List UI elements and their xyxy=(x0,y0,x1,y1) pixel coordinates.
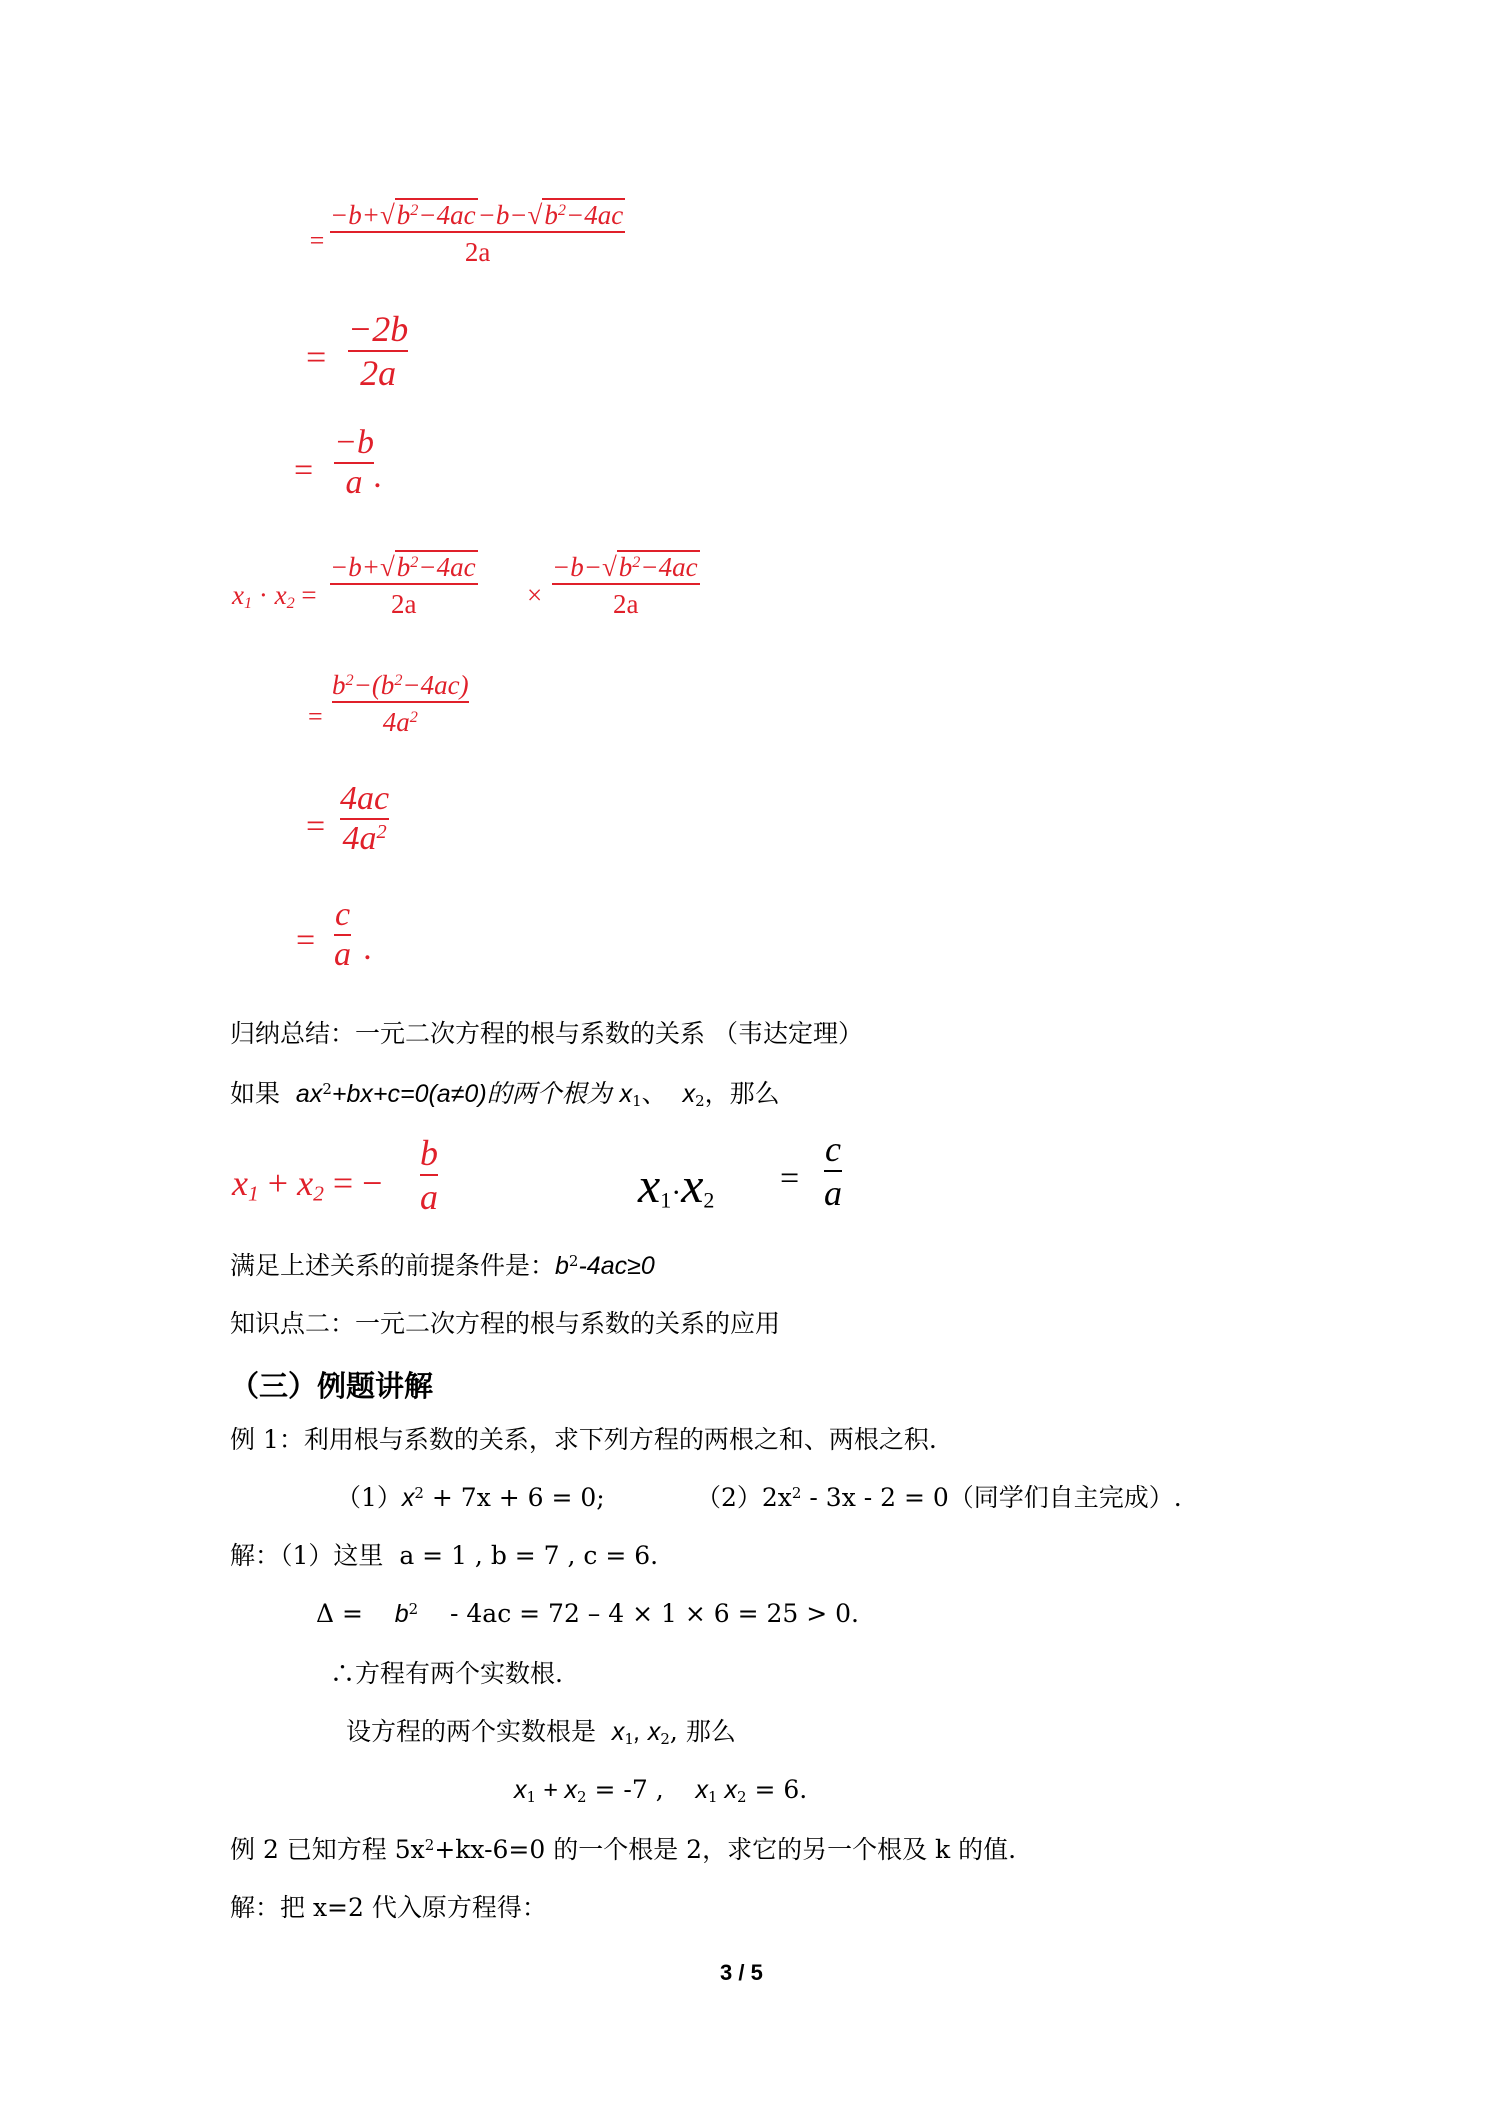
sum-lhs xyxy=(232,1162,382,1204)
subscript: 1 xyxy=(526,1787,537,1806)
text: ，那么 xyxy=(704,1079,780,1108)
exponent: 2 xyxy=(376,820,387,843)
text: + 7x + 6 = 0; xyxy=(423,1483,605,1512)
term: · xyxy=(671,1176,682,1209)
fraction-bar xyxy=(332,701,469,703)
term: x xyxy=(514,1776,527,1804)
page-number: 3 / 5 xyxy=(720,1960,763,1985)
numerator: −2b xyxy=(348,309,409,349)
fraction-bar xyxy=(330,583,478,585)
fraction-bar xyxy=(552,583,700,585)
term: x xyxy=(297,1163,314,1203)
denominator xyxy=(342,820,386,858)
vieta-result-line xyxy=(514,1774,807,1806)
subscript: 2 xyxy=(286,594,295,613)
term: b xyxy=(618,552,633,582)
term: −4ac xyxy=(418,200,476,230)
fraction xyxy=(330,552,478,620)
numerator: 4ac xyxy=(340,780,390,817)
subscript: 1 xyxy=(624,1729,634,1748)
equals-sign: = xyxy=(294,452,314,489)
subscript: 2 xyxy=(577,1787,587,1806)
example-1-part-1 xyxy=(336,1482,605,1514)
subscript: 1 xyxy=(247,1181,259,1206)
numerator: −b xyxy=(334,424,374,461)
times-sign: × xyxy=(527,580,543,610)
term: −b+ xyxy=(330,200,380,230)
text: 满足上述关系的前提条件是： xyxy=(230,1251,556,1280)
radicand xyxy=(617,550,700,582)
equals-sign: = xyxy=(780,1160,800,1197)
term: -4ac≥0 xyxy=(578,1252,655,1280)
exponent: 2 xyxy=(322,1079,332,1098)
equals-sign: = xyxy=(308,702,323,731)
text: 例 2 已知方程 5x xyxy=(230,1835,425,1864)
example-2-solution: 解：把 x=2 代入原方程得： xyxy=(230,1893,547,1922)
term: −b− xyxy=(477,200,528,230)
text: - 4ac = 72 – 4 × 1 × 6 = 25 > 0. xyxy=(450,1599,859,1628)
example-1-part-2 xyxy=(696,1482,1182,1514)
denominator: 2a xyxy=(613,589,639,619)
subscript: 1 xyxy=(707,1787,718,1806)
sqrt-icon: √ xyxy=(601,552,617,582)
fraction xyxy=(334,896,351,974)
term: + xyxy=(267,1163,289,1203)
equals-sign: = xyxy=(306,337,327,377)
subscript: 1 xyxy=(243,594,253,613)
example-1-title: 例 1：利用根与系数的关系，求下列方程的两根之和、两根之积. xyxy=(230,1425,937,1454)
denominator: 2a xyxy=(360,353,397,393)
discriminant-line xyxy=(316,1598,859,1630)
product-lhs xyxy=(638,1156,714,1214)
fraction xyxy=(330,200,625,268)
sqrt-icon: √ xyxy=(379,552,395,582)
exponent: 2 xyxy=(632,553,641,572)
example-1-solution xyxy=(230,1540,658,1572)
product-lhs: $x_1 \cdot x_2$ = xyxy=(232,580,317,613)
exponent: 2 xyxy=(791,1483,802,1502)
equals-sign: = xyxy=(306,808,326,845)
term: 4a xyxy=(382,707,410,737)
term: x xyxy=(682,1080,696,1108)
term: + x xyxy=(536,1776,578,1804)
denominator: a xyxy=(824,1173,842,1213)
fraction xyxy=(334,424,374,502)
numerator: b xyxy=(420,1133,438,1173)
denominator: a xyxy=(345,464,363,501)
text: 解：（1）这里 xyxy=(230,1541,384,1570)
term: x xyxy=(611,1718,625,1746)
term: 4a xyxy=(342,820,377,857)
text: Δ = xyxy=(316,1599,363,1628)
subscript: 1 xyxy=(660,1187,672,1213)
term: x xyxy=(274,580,287,610)
exponent: 2 xyxy=(410,553,419,572)
sqrt-icon: √ xyxy=(379,200,395,230)
fraction xyxy=(552,552,700,620)
text: , 那么 xyxy=(669,1717,736,1746)
term: x xyxy=(401,1484,415,1512)
text: a = 1 , b = 7 , c = 6. xyxy=(399,1541,659,1570)
period: . xyxy=(374,458,383,495)
exponent: 2 xyxy=(410,201,419,220)
exponent: 2 xyxy=(568,1251,579,1270)
summary-title: 归纳总结：一元二次方程的根与系数的关系 （韦达定理） xyxy=(230,1019,863,1048)
denominator xyxy=(383,707,418,738)
term: x xyxy=(232,1163,248,1203)
text: = -7 , xyxy=(586,1775,664,1804)
radicand xyxy=(395,198,478,230)
term: x xyxy=(717,1776,737,1804)
term: −4ac xyxy=(418,552,476,582)
vieta-condition-line xyxy=(230,1078,780,1110)
text: （1） xyxy=(336,1483,402,1512)
knowledge-point-2: 知识点二：一元二次方程的根与系数的关系的应用 xyxy=(230,1309,781,1338)
term: −b− xyxy=(552,552,602,582)
term: x xyxy=(681,1157,704,1213)
suppose-line xyxy=(346,1716,736,1748)
sqrt-icon: √ xyxy=(527,200,543,230)
term: b xyxy=(555,1252,569,1280)
term: x xyxy=(638,1157,661,1213)
term: , x xyxy=(633,1718,661,1746)
period: . xyxy=(364,930,373,967)
denominator: 2a xyxy=(391,589,417,619)
term: x xyxy=(619,1080,633,1108)
equals-sign: = xyxy=(308,226,326,255)
section-heading: （三）例题讲解 xyxy=(230,1369,434,1403)
term: −4ac xyxy=(640,552,698,582)
term: b xyxy=(396,552,411,582)
text: 设方程的两个实数根是 xyxy=(346,1717,597,1746)
text: +kx-6=0 的一个根是 2，求它的另一个根及 k 的值. xyxy=(434,1835,1017,1864)
numerator: c xyxy=(825,1129,841,1169)
text: = 6. xyxy=(746,1775,808,1804)
exponent: 2 xyxy=(345,671,354,690)
term: b xyxy=(544,200,558,230)
fraction xyxy=(824,1128,842,1214)
subscript: 2 xyxy=(660,1729,670,1748)
fraction xyxy=(348,308,408,394)
text: 、 xyxy=(641,1079,667,1108)
therefore-line: ∴方程有两个实数根. xyxy=(330,1659,563,1688)
term: b xyxy=(332,670,346,700)
fraction xyxy=(420,1132,438,1218)
exponent: 2 xyxy=(408,1599,419,1618)
subscript: 2 xyxy=(703,1187,715,1213)
fraction xyxy=(340,780,389,858)
exponent: 2 xyxy=(394,671,403,690)
term: −4ac xyxy=(565,200,624,230)
text: - 3x - 2 = 0（同学们自主完成）. xyxy=(801,1483,1182,1512)
fraction xyxy=(332,670,469,738)
precondition-line xyxy=(230,1250,655,1282)
term: +bx+c=0(a≠0)的两个根为 xyxy=(331,1080,612,1108)
denominator xyxy=(465,237,490,268)
term: b xyxy=(396,200,411,230)
denominator: a xyxy=(334,936,351,973)
term: x xyxy=(695,1776,708,1804)
exponent: 2 xyxy=(424,1835,435,1854)
radicand xyxy=(542,198,625,230)
term: = − xyxy=(332,1163,383,1203)
text: （2）2x xyxy=(696,1483,792,1512)
fraction-bar xyxy=(330,231,625,233)
exponent: 2 xyxy=(414,1483,424,1502)
term: −(b xyxy=(353,670,395,700)
numerator xyxy=(330,200,625,231)
subscript: 2 xyxy=(313,1181,324,1206)
text: 如果 xyxy=(230,1079,281,1108)
term: 2a xyxy=(464,237,491,267)
example-2-title xyxy=(230,1834,1016,1866)
term: x xyxy=(232,580,244,610)
denominator: a xyxy=(420,1177,438,1217)
term: −4ac) xyxy=(402,670,469,700)
term: ax xyxy=(295,1080,323,1108)
numerator xyxy=(330,552,478,583)
equals-sign: = xyxy=(296,922,316,959)
numerator xyxy=(332,670,469,701)
numerator xyxy=(552,552,700,583)
exponent: 2 xyxy=(557,201,566,220)
subscript: 2 xyxy=(736,1787,747,1806)
subscript: 2 xyxy=(695,1091,705,1110)
numerator: c xyxy=(334,896,351,933)
term: −b+ xyxy=(330,552,380,582)
term: b xyxy=(394,1600,409,1628)
subscript: 1 xyxy=(632,1091,642,1110)
exponent: 2 xyxy=(409,708,418,727)
radicand xyxy=(395,550,478,582)
